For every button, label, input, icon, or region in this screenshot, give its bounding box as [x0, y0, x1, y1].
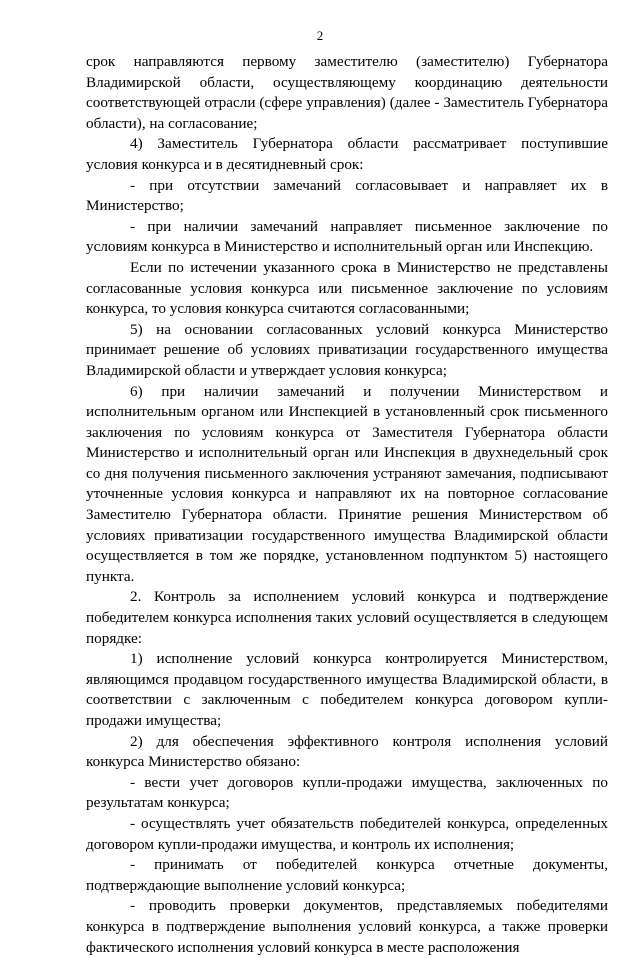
paragraph-dash-record-obligations: - осуществлять учет обязательств победителей конкурса, определенных договором купли-продажи имущества, и контроль их исполнения; — [86, 814, 608, 853]
paragraph-dash-accept-reports: - принимать от победителей конкурса отчетные документы, подтверждающие выполнение условий конкурса; — [86, 856, 608, 894]
paragraph-item-2: 2) для обеспечения эффективного контроля исполнения условий конкурса Министерство обязано: — [86, 732, 608, 771]
paragraph-dash-inspections: - проводить проверки документов, представляемых победителями конкурса в подтверждение выполнения условий конкурса, а также проверки фактического исполнения условий конкурса в месте расположения — [86, 897, 608, 956]
paragraph-item-6: 6) при наличии замечаний и получении Министерством и исполнительным органом или Инспекцией в установленный срок письменного заключения по условиям конкурса от Заместителя Губернатора области Министерство и исполнительный орган или Инспекция в двухнедельный срок со дня получения письменного заключения устраняют замечания, подписывают уточненные условия конкурса и направляют их на повторное согласование Заместителю Губернатора области. Принятие решения Министерством об условиях приватизации государственного имущества Владимирской области осуществляется в том же порядке, установленном подпунктом 5) настоящего пункта. — [86, 382, 608, 585]
paragraph-dash-record-contracts: - вести учет договоров купли-продажи имущества, заключенных по результатам конкурса; — [86, 773, 608, 812]
paragraph-deemed-approved: Если по истечении указанного срока в Министерство не представлены согласованные условия конкурса или письменное заключение по условиям конкурса, то условия конкурса считаются согласованными; — [86, 258, 608, 318]
paragraph-item-1: 1) исполнение условий конкурса контролируется Министерством, являющимся продавцом государственного имущества Владимирской области, в соответствии с заключенным с победителем конкурса договором купли-продажи имущества; — [86, 650, 608, 729]
paragraph-dash-no-remarks: - при отсутствии замечаний согласовывает и направляет их в Министерство; — [86, 176, 608, 215]
paragraph-continuation: срок направляются первому заместителю (заместителю) Губернатора Владимирской области, осуществляющему координацию деятельности соответствующей отрасли (сфере управления) (далее - Заместитель Губернатора области), на согласование; — [86, 53, 608, 132]
paragraph-dash-remarks: - при наличии замечаний направляет письменное заключение по условиям конкурса в Министерство и исполнительный орган или Инспекцию. — [86, 217, 608, 256]
paragraph-section-2: 2. Контроль за исполнением условий конкурса и подтверждение победителем конкурса исполнения таких условий осуществляется в следующем порядке: — [86, 588, 608, 647]
page-number: 2 — [316, 28, 324, 43]
document-body — [86, 52, 608, 958]
paragraph-item-5: 5) на основании согласованных условий конкурса Министерство принимает решение об условиях приватизации государственного имущества Владимирской области и утверждает условия конкурса; — [86, 320, 608, 379]
paragraph-item-4: 4) Заместитель Губернатора области рассматривает поступившие условия конкурса и в десятидневный срок: — [86, 135, 608, 173]
